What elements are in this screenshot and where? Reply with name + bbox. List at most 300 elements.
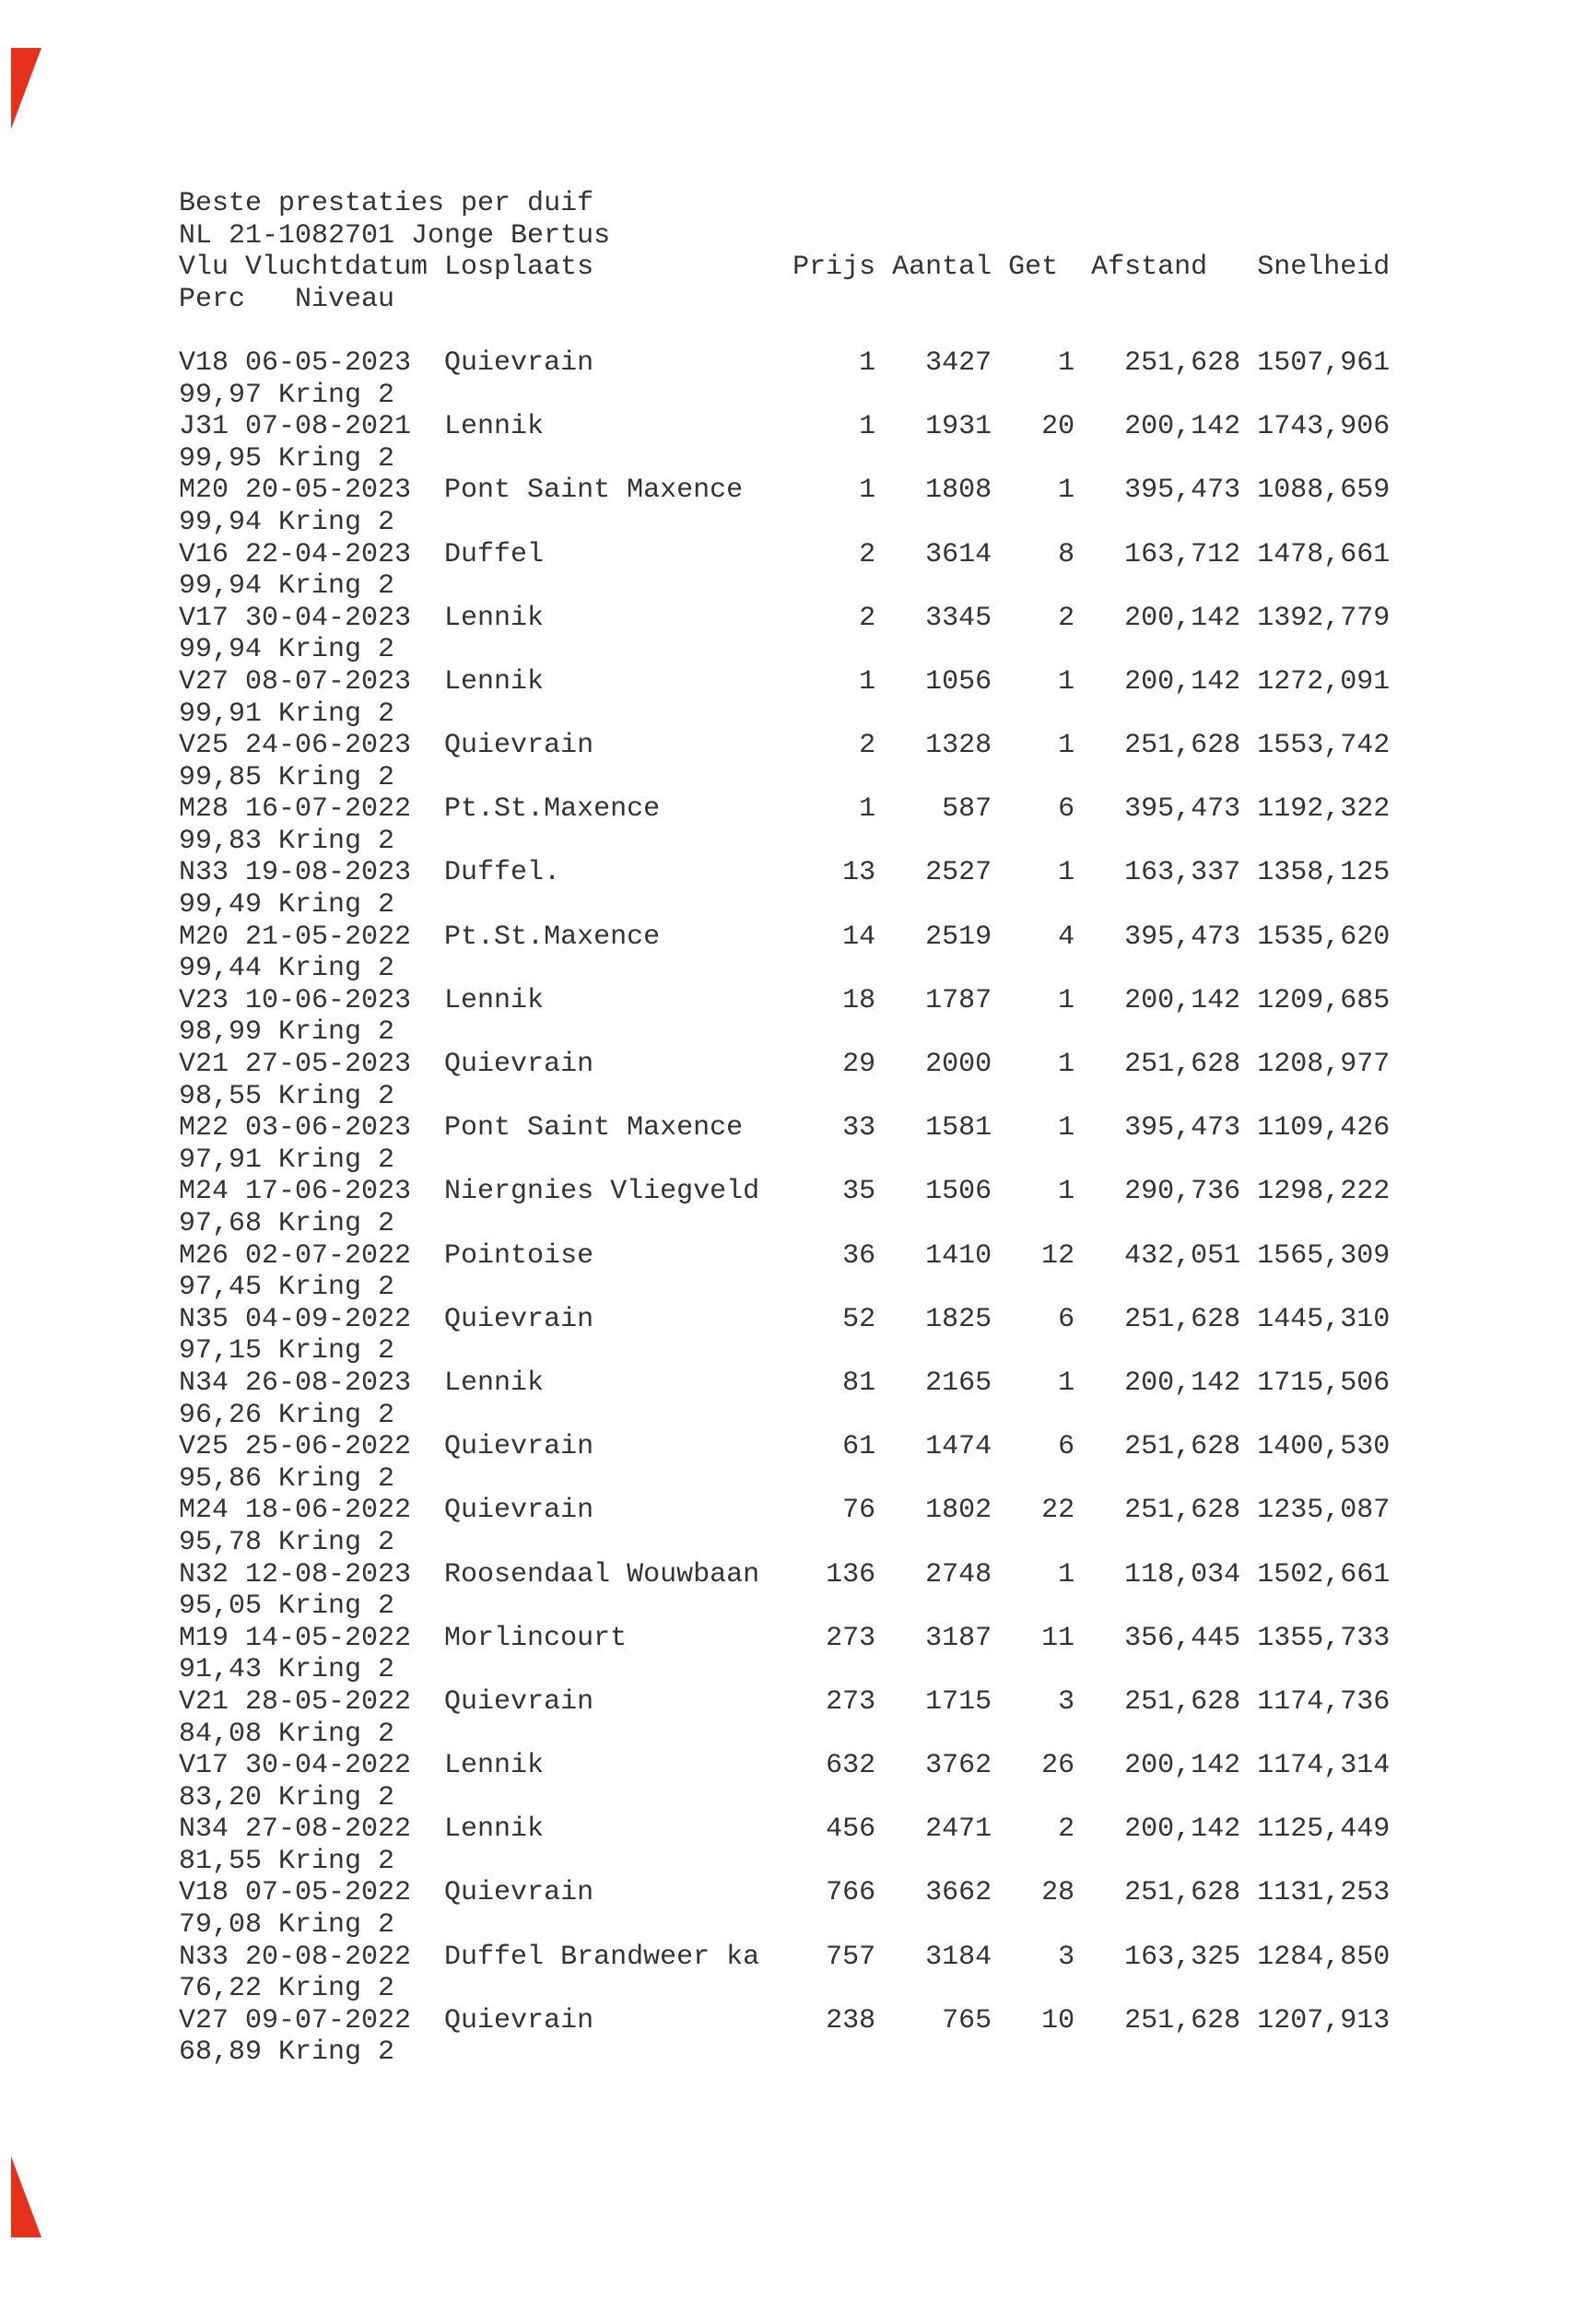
record-main-line (179, 1813, 1391, 1846)
record-perc: 83,20 (179, 1781, 263, 1813)
record-niveau: Kring 2 (278, 1272, 395, 1304)
record-date: 14-05-2022 (245, 1622, 412, 1654)
record-perc: 91,43 (179, 1654, 263, 1686)
record-sub-line (179, 1399, 395, 1432)
record-losplaats: Morlincourt (444, 1622, 628, 1654)
record (179, 1176, 1391, 1239)
col-header-prijs: Prijs (792, 252, 876, 284)
record-niveau: Kring 2 (278, 698, 395, 730)
record-snelheid: 1272,091 (1257, 665, 1391, 698)
record-date: 21-05-2022 (245, 921, 412, 953)
record-niveau: Kring 2 (278, 1462, 395, 1495)
record-vlu: V25 (179, 730, 229, 762)
record-get: 1 (1058, 346, 1075, 379)
record-prijs: 81 (842, 1367, 876, 1399)
record-sub-line (179, 1781, 395, 1814)
record-niveau: Kring 2 (278, 506, 395, 538)
record-get: 28 (1041, 1877, 1075, 1909)
record-get: 26 (1041, 1750, 1075, 1782)
record-aantal: 2165 (925, 1367, 992, 1399)
record-snelheid: 1298,222 (1257, 1176, 1391, 1208)
record-perc: 79,08 (179, 1909, 263, 1942)
record-sub-line (179, 1526, 395, 1559)
record-aantal: 1328 (925, 730, 992, 762)
record-aantal: 2748 (925, 1558, 992, 1590)
record-afstand: 251,628 (1124, 1877, 1241, 1909)
record-get: 3 (1058, 1685, 1075, 1718)
record-perc: 97,68 (179, 1208, 263, 1239)
record-losplaats: Quievrain (444, 1303, 594, 1335)
record-get: 1 (1058, 1112, 1075, 1144)
record-main-line (179, 538, 1391, 571)
record-date: 12-08-2023 (245, 1558, 412, 1590)
record-niveau: Kring 2 (278, 953, 395, 985)
col-header-perc: Perc (179, 283, 246, 315)
record-snelheid: 1235,087 (1257, 1495, 1391, 1527)
record-snelheid: 1392,779 (1257, 602, 1391, 634)
record-get: 6 (1058, 1303, 1075, 1335)
record-main-line (179, 411, 1391, 443)
record-niveau: Kring 2 (278, 379, 395, 411)
record-prijs: 2 (859, 538, 876, 570)
record-losplaats: Niergnies Vliegveld (444, 1176, 760, 1208)
record-losplaats: Pointoise (444, 1239, 594, 1272)
record-main-line (179, 1112, 1391, 1144)
record-snelheid: 1478,661 (1257, 538, 1391, 570)
record-vlu: N32 (179, 1558, 229, 1590)
record-snelheid: 1507,961 (1257, 346, 1391, 379)
record-afstand: 251,628 (1124, 1685, 1241, 1718)
record-main-line (179, 984, 1391, 1017)
record-prijs: 29 (842, 1049, 876, 1081)
col-header-niveau: Niveau (295, 283, 395, 315)
record-get: 2 (1058, 1813, 1075, 1846)
record-niveau: Kring 2 (278, 1973, 395, 2005)
record-afstand: 200,142 (1124, 1367, 1241, 1399)
record-sub-line (179, 1144, 395, 1177)
record-sub-line (179, 1462, 395, 1496)
record-vlu: J31 (179, 411, 229, 443)
record-sub-line (179, 1845, 395, 1878)
record-get: 12 (1041, 1239, 1075, 1272)
record-afstand: 251,628 (1124, 730, 1241, 762)
record-perc: 97,15 (179, 1335, 263, 1367)
record-main-line (179, 1750, 1391, 1782)
record-sub-line (179, 2036, 395, 2069)
record-losplaats: Lennik (444, 602, 545, 634)
pigeon-id-line (179, 219, 611, 252)
record-main-line (179, 1049, 1391, 1081)
record-aantal: 3762 (925, 1750, 992, 1782)
record-perc: 95,86 (179, 1462, 263, 1495)
record-afstand: 395,473 (1124, 793, 1241, 826)
record-prijs: 273 (826, 1685, 876, 1718)
record-date: 28-05-2022 (245, 1685, 412, 1718)
record-get: 1 (1058, 1176, 1075, 1208)
record-perc: 99,91 (179, 698, 263, 730)
record-perc: 98,99 (179, 1016, 263, 1049)
record (179, 411, 1391, 475)
record-prijs: 766 (826, 1877, 876, 1909)
record-get: 20 (1041, 411, 1075, 443)
record-snelheid: 1131,253 (1257, 1877, 1391, 1909)
record-afstand: 432,051 (1124, 1239, 1241, 1272)
record-main-line (179, 1367, 1391, 1400)
record-aantal: 1931 (925, 411, 992, 443)
record-vlu: N33 (179, 857, 229, 889)
record-niveau: Kring 2 (278, 825, 395, 857)
record-prijs: 1 (859, 411, 876, 443)
record-niveau: Kring 2 (278, 1845, 395, 1877)
record-losplaats: Pont Saint Maxence (444, 475, 744, 507)
record (179, 857, 1391, 921)
record-vlu: M26 (179, 1239, 229, 1272)
record-aantal: 3184 (925, 1941, 992, 1973)
record-afstand: 395,473 (1124, 1112, 1241, 1144)
record-sub-line (179, 825, 395, 858)
record-prijs: 61 (842, 1431, 876, 1463)
record-snelheid: 1125,449 (1257, 1813, 1391, 1846)
record-niveau: Kring 2 (278, 634, 395, 666)
record-get: 2 (1058, 602, 1075, 634)
record-prijs: 757 (826, 1941, 876, 1973)
record-sub-line (179, 1973, 395, 2005)
record-get: 11 (1041, 1622, 1075, 1654)
record (179, 1813, 1391, 1877)
record-main-line (179, 1303, 1391, 1336)
record-main-line (179, 1558, 1391, 1591)
record-get: 1 (1058, 1049, 1075, 1081)
record (179, 2004, 1391, 2069)
record-main-line (179, 475, 1391, 507)
record-snelheid: 1502,661 (1257, 1558, 1391, 1590)
record-perc: 99,44 (179, 953, 263, 985)
record (179, 1685, 1391, 1750)
record-sub-line (179, 1590, 395, 1623)
record-date: 09-07-2022 (245, 2004, 412, 2036)
record-prijs: 2 (859, 730, 876, 762)
record-snelheid: 1174,314 (1257, 1750, 1391, 1782)
record-perc: 84,08 (179, 1718, 263, 1750)
record-vlu: M19 (179, 1622, 229, 1654)
record-prijs: 35 (842, 1176, 876, 1208)
record-main-line (179, 793, 1391, 826)
record-perc: 68,89 (179, 2036, 263, 2069)
record-sub-line (179, 1335, 395, 1367)
record-vlu: M20 (179, 475, 229, 507)
record-aantal: 1474 (925, 1431, 992, 1463)
record-aantal: 1506 (925, 1176, 992, 1208)
record-main-line (179, 346, 1391, 380)
record-prijs: 1 (859, 793, 876, 826)
record-get: 1 (1058, 1558, 1075, 1590)
record-vlu: V27 (179, 2004, 229, 2036)
record-date: 30-04-2023 (245, 602, 412, 634)
record-afstand: 163,325 (1124, 1941, 1241, 1973)
record-list (179, 346, 1391, 2069)
record (179, 475, 1391, 538)
record-aantal: 587 (942, 793, 992, 826)
record-losplaats: Lennik (444, 984, 545, 1016)
record-afstand: 200,142 (1124, 984, 1241, 1016)
record-aantal: 765 (942, 2004, 992, 2036)
record-losplaats: Pt.St.Maxence (444, 793, 661, 826)
record-losplaats: Quievrain (444, 346, 594, 379)
record (179, 1622, 1391, 1686)
record-afstand: 251,628 (1124, 1495, 1241, 1527)
record-vlu: M24 (179, 1495, 229, 1527)
record-date: 02-07-2022 (245, 1239, 412, 1272)
record-afstand: 251,628 (1124, 1049, 1241, 1081)
record-main-line (179, 1685, 1391, 1719)
record-get: 1 (1058, 1367, 1075, 1399)
col-header-losplaats: Losplaats (444, 252, 594, 284)
record-losplaats: Duffel (444, 538, 545, 570)
record-date: 16-07-2022 (245, 793, 412, 826)
record (179, 1750, 1391, 1813)
record-main-line (179, 1495, 1391, 1527)
record-snelheid: 1174,736 (1257, 1685, 1391, 1718)
record-afstand: 251,628 (1124, 2004, 1241, 2036)
record-get: 1 (1058, 730, 1075, 762)
record-aantal: 3614 (925, 538, 992, 570)
record-prijs: 2 (859, 602, 876, 634)
record (179, 730, 1391, 793)
record-snelheid: 1535,620 (1257, 921, 1391, 953)
record-aantal: 1802 (925, 1495, 992, 1527)
record-perc: 76,22 (179, 1973, 263, 2005)
spacer-line (179, 315, 378, 347)
record-get: 4 (1058, 921, 1075, 953)
record-sub-line (179, 889, 395, 921)
record-prijs: 1 (859, 346, 876, 379)
record-vlu: V23 (179, 984, 229, 1016)
record-aantal: 2471 (925, 1813, 992, 1846)
record-sub-line (179, 1718, 395, 1751)
record-afstand: 290,736 (1124, 1176, 1241, 1208)
col-header-vlu: Vlu (179, 252, 229, 284)
record-perc: 99,94 (179, 506, 263, 538)
pigeon-id: NL 21-1082701 Jonge Bertus (179, 219, 611, 252)
record-niveau: Kring 2 (278, 1144, 395, 1176)
record-niveau: Kring 2 (278, 1781, 395, 1813)
record-losplaats: Duffel Brandweer ka (444, 1941, 760, 1973)
record-niveau: Kring 2 (278, 1399, 395, 1431)
record-prijs: 1 (859, 475, 876, 507)
record-main-line (179, 602, 1391, 635)
record-vlu: M22 (179, 1112, 229, 1144)
report-title: Beste prestaties per duif (179, 188, 594, 219)
record-losplaats: Roosendaal Wouwbaan (444, 1558, 760, 1590)
record-sub-line (179, 570, 395, 603)
record-main-line (179, 1941, 1391, 1974)
record-prijs: 18 (842, 984, 876, 1016)
record-sub-line (179, 1909, 395, 1942)
record-losplaats: Quievrain (444, 730, 594, 762)
record-aantal: 1410 (925, 1239, 992, 1272)
record-prijs: 33 (842, 1112, 876, 1144)
record-date: 25-06-2022 (245, 1431, 412, 1463)
record-aantal: 2527 (925, 857, 992, 889)
record (179, 665, 1391, 730)
record-prijs: 238 (826, 2004, 876, 2036)
record (179, 1877, 1391, 1942)
record-sub-line (179, 379, 395, 412)
record-date: 08-07-2023 (245, 665, 412, 698)
record-aantal: 3662 (925, 1877, 992, 1909)
record-main-line (179, 1431, 1391, 1463)
record-prijs: 632 (826, 1750, 876, 1782)
record-main-line (179, 921, 1391, 954)
record-perc: 95,78 (179, 1526, 263, 1558)
record (179, 1239, 1391, 1304)
record-vlu: V16 (179, 538, 229, 570)
record-perc: 99,49 (179, 889, 263, 921)
record-snelheid: 1743,906 (1257, 411, 1391, 443)
record-prijs: 13 (842, 857, 876, 889)
record-sub-line (179, 634, 395, 666)
record-aantal: 3187 (925, 1622, 992, 1654)
record-snelheid: 1109,426 (1257, 1112, 1391, 1144)
record-vlu: V21 (179, 1049, 229, 1081)
record-perc: 99,95 (179, 442, 263, 475)
record-niveau: Kring 2 (278, 570, 395, 603)
record-niveau: Kring 2 (278, 1080, 395, 1112)
col-header-get: Get (1008, 252, 1059, 284)
record-niveau: Kring 2 (278, 2036, 395, 2069)
record-vlu: V18 (179, 1877, 229, 1909)
record-afstand: 251,628 (1124, 1431, 1241, 1463)
record-snelheid: 1208,977 (1257, 1049, 1391, 1081)
record-losplaats: Lennik (444, 411, 545, 443)
record-aantal: 2519 (925, 921, 992, 953)
record-sub-line (179, 1272, 395, 1304)
record-snelheid: 1088,659 (1257, 475, 1391, 507)
record-afstand: 200,142 (1124, 411, 1241, 443)
record-losplaats: Lennik (444, 1750, 545, 1782)
record-afstand: 163,337 (1124, 857, 1241, 889)
record-sub-line (179, 953, 395, 985)
record-losplaats: Lennik (444, 665, 545, 698)
record-afstand: 356,445 (1124, 1622, 1241, 1654)
record-losplaats: Quievrain (444, 2004, 594, 2036)
record-niveau: Kring 2 (278, 1526, 395, 1558)
record-get: 1 (1058, 857, 1075, 889)
record-aantal: 1715 (925, 1685, 992, 1718)
record-sub-line (179, 1080, 395, 1113)
record-losplaats: Quievrain (444, 1877, 594, 1909)
record-niveau: Kring 2 (278, 1208, 395, 1239)
col-header-snelheid: Snelheid (1257, 252, 1391, 284)
record-date: 20-08-2022 (245, 1941, 412, 1973)
record-losplaats: Lennik (444, 1367, 545, 1399)
record-get: 22 (1041, 1495, 1075, 1527)
record-date: 20-05-2023 (245, 475, 412, 507)
record (179, 1049, 1391, 1112)
record-snelheid: 1192,322 (1257, 793, 1391, 826)
record-afstand: 395,473 (1124, 921, 1241, 953)
record (179, 1431, 1391, 1495)
record-niveau: Kring 2 (278, 1654, 395, 1686)
record (179, 1303, 1391, 1367)
record (179, 1112, 1391, 1176)
col-header-aantal: Aantal (892, 252, 992, 284)
record-afstand: 251,628 (1124, 346, 1241, 379)
record-afstand: 200,142 (1124, 1813, 1241, 1846)
record-get: 6 (1058, 1431, 1075, 1463)
record-get: 1 (1058, 475, 1075, 507)
record-date: 24-06-2023 (245, 730, 412, 762)
record-date: 04-09-2022 (245, 1303, 412, 1335)
record-aantal: 1056 (925, 665, 992, 698)
record-date: 18-06-2022 (245, 1495, 412, 1527)
record-perc: 95,05 (179, 1590, 263, 1623)
report-title-line (179, 188, 594, 220)
record-prijs: 52 (842, 1303, 876, 1335)
record-sub-line (179, 1654, 395, 1686)
record-date: 27-08-2022 (245, 1813, 412, 1846)
record-main-line (179, 1877, 1391, 1909)
record-niveau: Kring 2 (278, 1718, 395, 1750)
record-prijs: 136 (826, 1558, 876, 1590)
record (179, 346, 1391, 411)
record-vlu: V18 (179, 346, 229, 379)
record-snelheid: 1207,913 (1257, 2004, 1391, 2036)
record-aantal: 1581 (925, 1112, 992, 1144)
column-header-row-2 (179, 283, 395, 316)
record-vlu: M24 (179, 1176, 229, 1208)
record-vlu: V17 (179, 1750, 229, 1782)
record-losplaats: Pont Saint Maxence (444, 1112, 744, 1144)
record-niveau: Kring 2 (278, 761, 395, 793)
record-prijs: 456 (826, 1813, 876, 1846)
record-get: 10 (1041, 2004, 1075, 2036)
record-sub-line (179, 761, 395, 794)
record (179, 984, 1391, 1049)
record-main-line (179, 2004, 1391, 2037)
record (179, 602, 1391, 666)
record-perc: 81,55 (179, 1845, 263, 1877)
record (179, 538, 1391, 603)
record-niveau: Kring 2 (278, 889, 395, 921)
record-losplaats: Lennik (444, 1813, 545, 1846)
record-prijs: 14 (842, 921, 876, 953)
record-niveau: Kring 2 (278, 1590, 395, 1623)
record-vlu: N34 (179, 1813, 229, 1846)
record-losplaats: Quievrain (444, 1495, 594, 1527)
record-prijs: 36 (842, 1239, 876, 1272)
record-get: 8 (1058, 538, 1075, 570)
record-niveau: Kring 2 (278, 1335, 395, 1367)
column-header-row-1 (179, 252, 1391, 284)
record (179, 1941, 1391, 2005)
record-niveau: Kring 2 (278, 1016, 395, 1049)
record-get: 6 (1058, 793, 1075, 826)
report-body (179, 188, 1391, 2069)
record-snelheid: 1209,685 (1257, 984, 1391, 1016)
record-sub-line (179, 442, 395, 475)
record-aantal: 1808 (925, 475, 992, 507)
red-corner-mark-bottom (11, 2156, 41, 2237)
record-prijs: 273 (826, 1622, 876, 1654)
record-perc: 99,94 (179, 570, 263, 603)
record-main-line (179, 1622, 1391, 1655)
record-niveau: Kring 2 (278, 1909, 395, 1942)
record-losplaats: Quievrain (444, 1431, 594, 1463)
record-perc: 99,85 (179, 761, 263, 793)
record-prijs: 76 (842, 1495, 876, 1527)
record-snelheid: 1445,310 (1257, 1303, 1391, 1335)
